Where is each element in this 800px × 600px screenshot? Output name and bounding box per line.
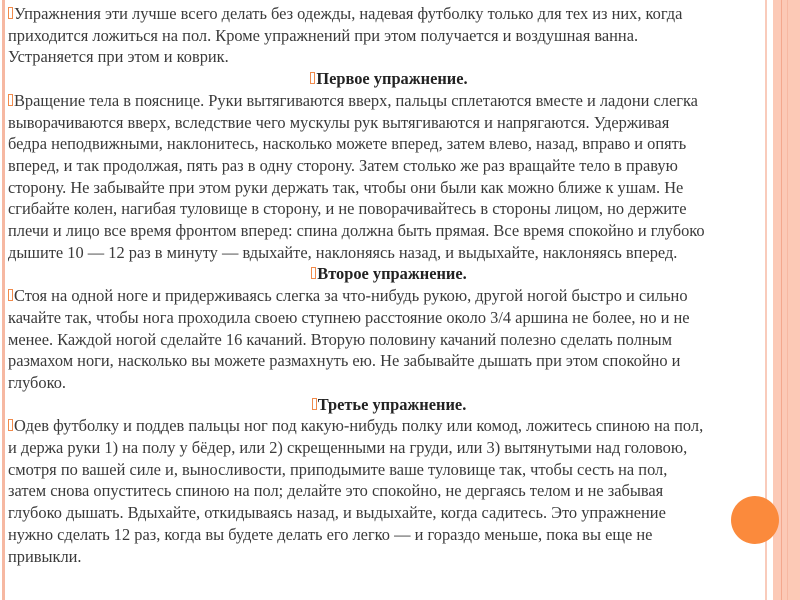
paragraph-line [8, 437, 770, 459]
section-heading [8, 263, 770, 285]
bullet-icon [8, 7, 13, 19]
line-text: размахом ноги, насколько вы можете размахнуть ею. Не забывайте дышать при этом спокойно и [8, 351, 681, 371]
paragraph-line [8, 459, 770, 481]
line-text: глубоко дышать. Вдыхайте, откидываясь назад, и выдыхайте, когда садитесь. Это упражнение [8, 503, 666, 523]
paragraph-line [8, 524, 770, 546]
line-text: сторону. Не забывайте при этом руки держать так, чтобы они были как можно ближе к ушам. Не [8, 177, 684, 197]
line-text: Второе упражнение. [317, 264, 467, 284]
paragraph-line [8, 329, 770, 351]
bullet-icon [8, 94, 13, 106]
paragraph-line [8, 46, 770, 68]
paragraph-line [8, 307, 770, 329]
line-text: Упражнения эти лучше всего делать без одежды, надевая футболку только для тех из них, когда [14, 4, 683, 23]
paragraph-line [8, 480, 770, 502]
slide-left-border [2, 0, 5, 600]
line-text: Стоя на одной ноге и придерживаясь слегка за что-нибудь рукою, другой ногой быстро и сильно [14, 286, 688, 306]
line-text: Третье упражнение. [317, 394, 467, 414]
line-text: затем снова опуститесь спиною на пол; делайте это спокойно, не дергаясь телом и не забывая [8, 481, 664, 501]
bullet-icon [311, 267, 316, 279]
paragraph-line [8, 3, 770, 25]
slide-body [8, 3, 770, 567]
line-text: качайте так, чтобы нога проходила своею ступнею расстояние около 3/4 аршина не более, но и не [8, 307, 690, 327]
bullet-icon [310, 72, 315, 84]
paragraph-line [8, 112, 770, 134]
paragraph-line [8, 177, 770, 199]
paragraph-line [8, 372, 770, 394]
line-text: Первое упражнение. [316, 69, 468, 89]
bullet-icon [8, 289, 13, 301]
paragraph-line [8, 242, 770, 264]
line-text: Вращение тела в пояснице. Руки вытягиваются вверх, пальцы сплетаются вместе и ладони слегка [14, 90, 698, 110]
line-text: дышите 10 — 12 раз в минуту — вдыхайте, наклоняясь назад, и выдыхайте, наклоняясь вперед. [8, 242, 678, 262]
line-text: нужно сделать 12 раз, когда вы будете делать его легко — и гораздо меньше, пока вы еще не [8, 524, 653, 544]
line-text: менее. Каждой ногой сделайте 16 качаний. Вторую половину качаний полезно сделать полным [8, 329, 672, 349]
line-text: привыкли. [8, 546, 82, 566]
line-text: приходится ложиться на пол. Кроме упражнений при этом получается и воздушная ванна. [8, 25, 639, 45]
paragraph-line [8, 220, 770, 242]
line-text: плечи и лицо все время фронтом вперед: спина должна быть прямая. Все время спокойно и глубоко [8, 221, 705, 241]
section-heading [8, 68, 770, 90]
line-text: выворачиваются вверх, вследствие чего мускулы рук вытягиваются и напрягаются. Удерживая [8, 112, 670, 132]
paragraph-line [8, 285, 770, 307]
paragraph-line [8, 198, 770, 220]
line-text: бедра неподвижными, наклонитесь, насколько можете вперед, затем влево, назад, вправо и опять [8, 134, 687, 154]
paragraph-line [8, 25, 770, 47]
line-text: вперед, и так продолжая, пять раз в одну сторону. Затем столько же раз вращайте тело в правую [8, 155, 678, 175]
paragraph-line [8, 502, 770, 524]
section-heading [8, 394, 770, 416]
paragraph-line [8, 155, 770, 177]
line-text: глубоко. [8, 372, 67, 392]
line-text: сгибайте колен, нагибая туловище в сторону, и не поворачивайтесь в стороны лицом, но держите [8, 199, 687, 219]
paragraph-line [8, 546, 770, 568]
line-text: смотря по вашей силе и, выносливости, приподымите ваше туловище так, чтобы сесть на пол, [8, 459, 668, 479]
line-text: и держа руки 1) на полу у бёдер, или 2) скрещенными на груди, или 3) вытянутыми над головою, [8, 438, 688, 458]
bullet-icon [312, 398, 317, 410]
paragraph-line [8, 415, 770, 437]
paragraph-line [8, 350, 770, 372]
bullet-icon [8, 419, 13, 431]
paragraph-line [8, 90, 770, 112]
line-text: Устраняется при этом и коврик. [8, 47, 229, 67]
paragraph-line [8, 133, 770, 155]
line-text: Одев футболку и поддев пальцы ног под какую-нибудь полку или комод, ложитесь спиною на пол, [14, 416, 704, 436]
